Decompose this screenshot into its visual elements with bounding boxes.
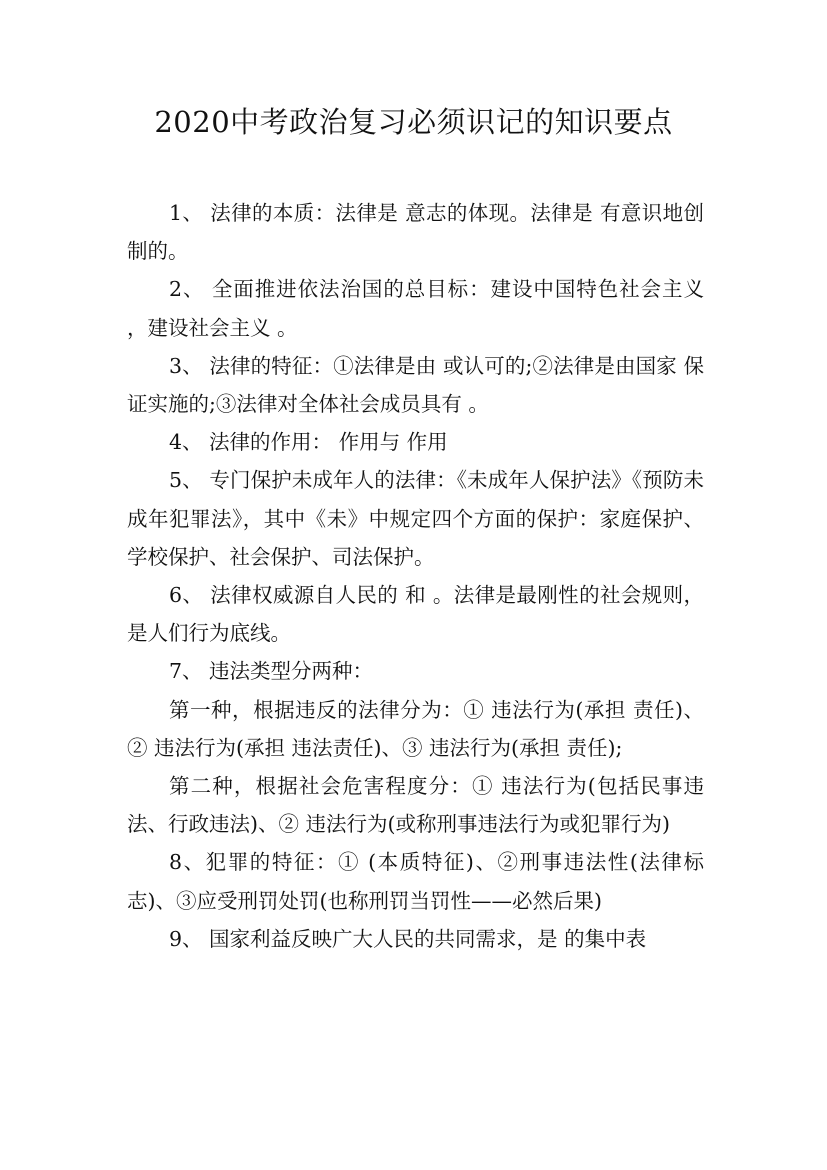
- paragraph-4: 4、 法律的作用： 作用与 作用: [169, 430, 448, 455]
- paragraph-1: 1、 法律的本质：法律是 意志的体现。法律是 有意识地创制的。: [127, 201, 704, 264]
- paragraph-5: 5、 专门保护未成年人的法律：《未成年人保护法》《预防未成年犯罪法》，其中《未》中规定四个方面的保护：家庭保护、学校保护、社会保护、司法保护。: [127, 468, 704, 569]
- paragraph-7: 7、 违法类型分两种：: [169, 659, 374, 684]
- paragraph-2: 2、 全面推进依法治国的总目标：建设中国特色社会主义 ，建设社会主义 。: [127, 277, 704, 340]
- paragraph-8: 8、犯罪的特征：① (本质特征)、②刑事违法性(法律标志)、③应受刑罚处罚(也称刑罚当罚性——必然后果): [127, 850, 704, 913]
- document-title: 2020中考政治复习必须识记的知识要点: [154, 105, 673, 139]
- paragraph-7-type-two: 第二种，根据社会危害程度分：① 违法行为(包括民事违法、行政违法)、② 违法行为(或称刑事违法行为或犯罪行为): [127, 774, 704, 837]
- paragraph-6: 6、 法律权威源自人民的 和 。法律是最刚性的社会规则， 是人们行为底线。: [127, 583, 704, 646]
- paragraph-7-type-one: 第一种，根据违反的法律分为：① 违法行为(承担 责任)、② 违法行为(承担 违法责任)、③ 违法行为(承担 责任);: [127, 697, 704, 760]
- paragraph-9: 9、 国家利益反映广大人民的共同需求，是 的集中表: [169, 926, 647, 951]
- paragraph-3: 3、 法律的特征：①法律是由 或认可的;②法律是由国家 保证实施的;③法律对全体社会成员具有 。: [127, 353, 704, 417]
- document-body: [127, 194, 704, 958]
